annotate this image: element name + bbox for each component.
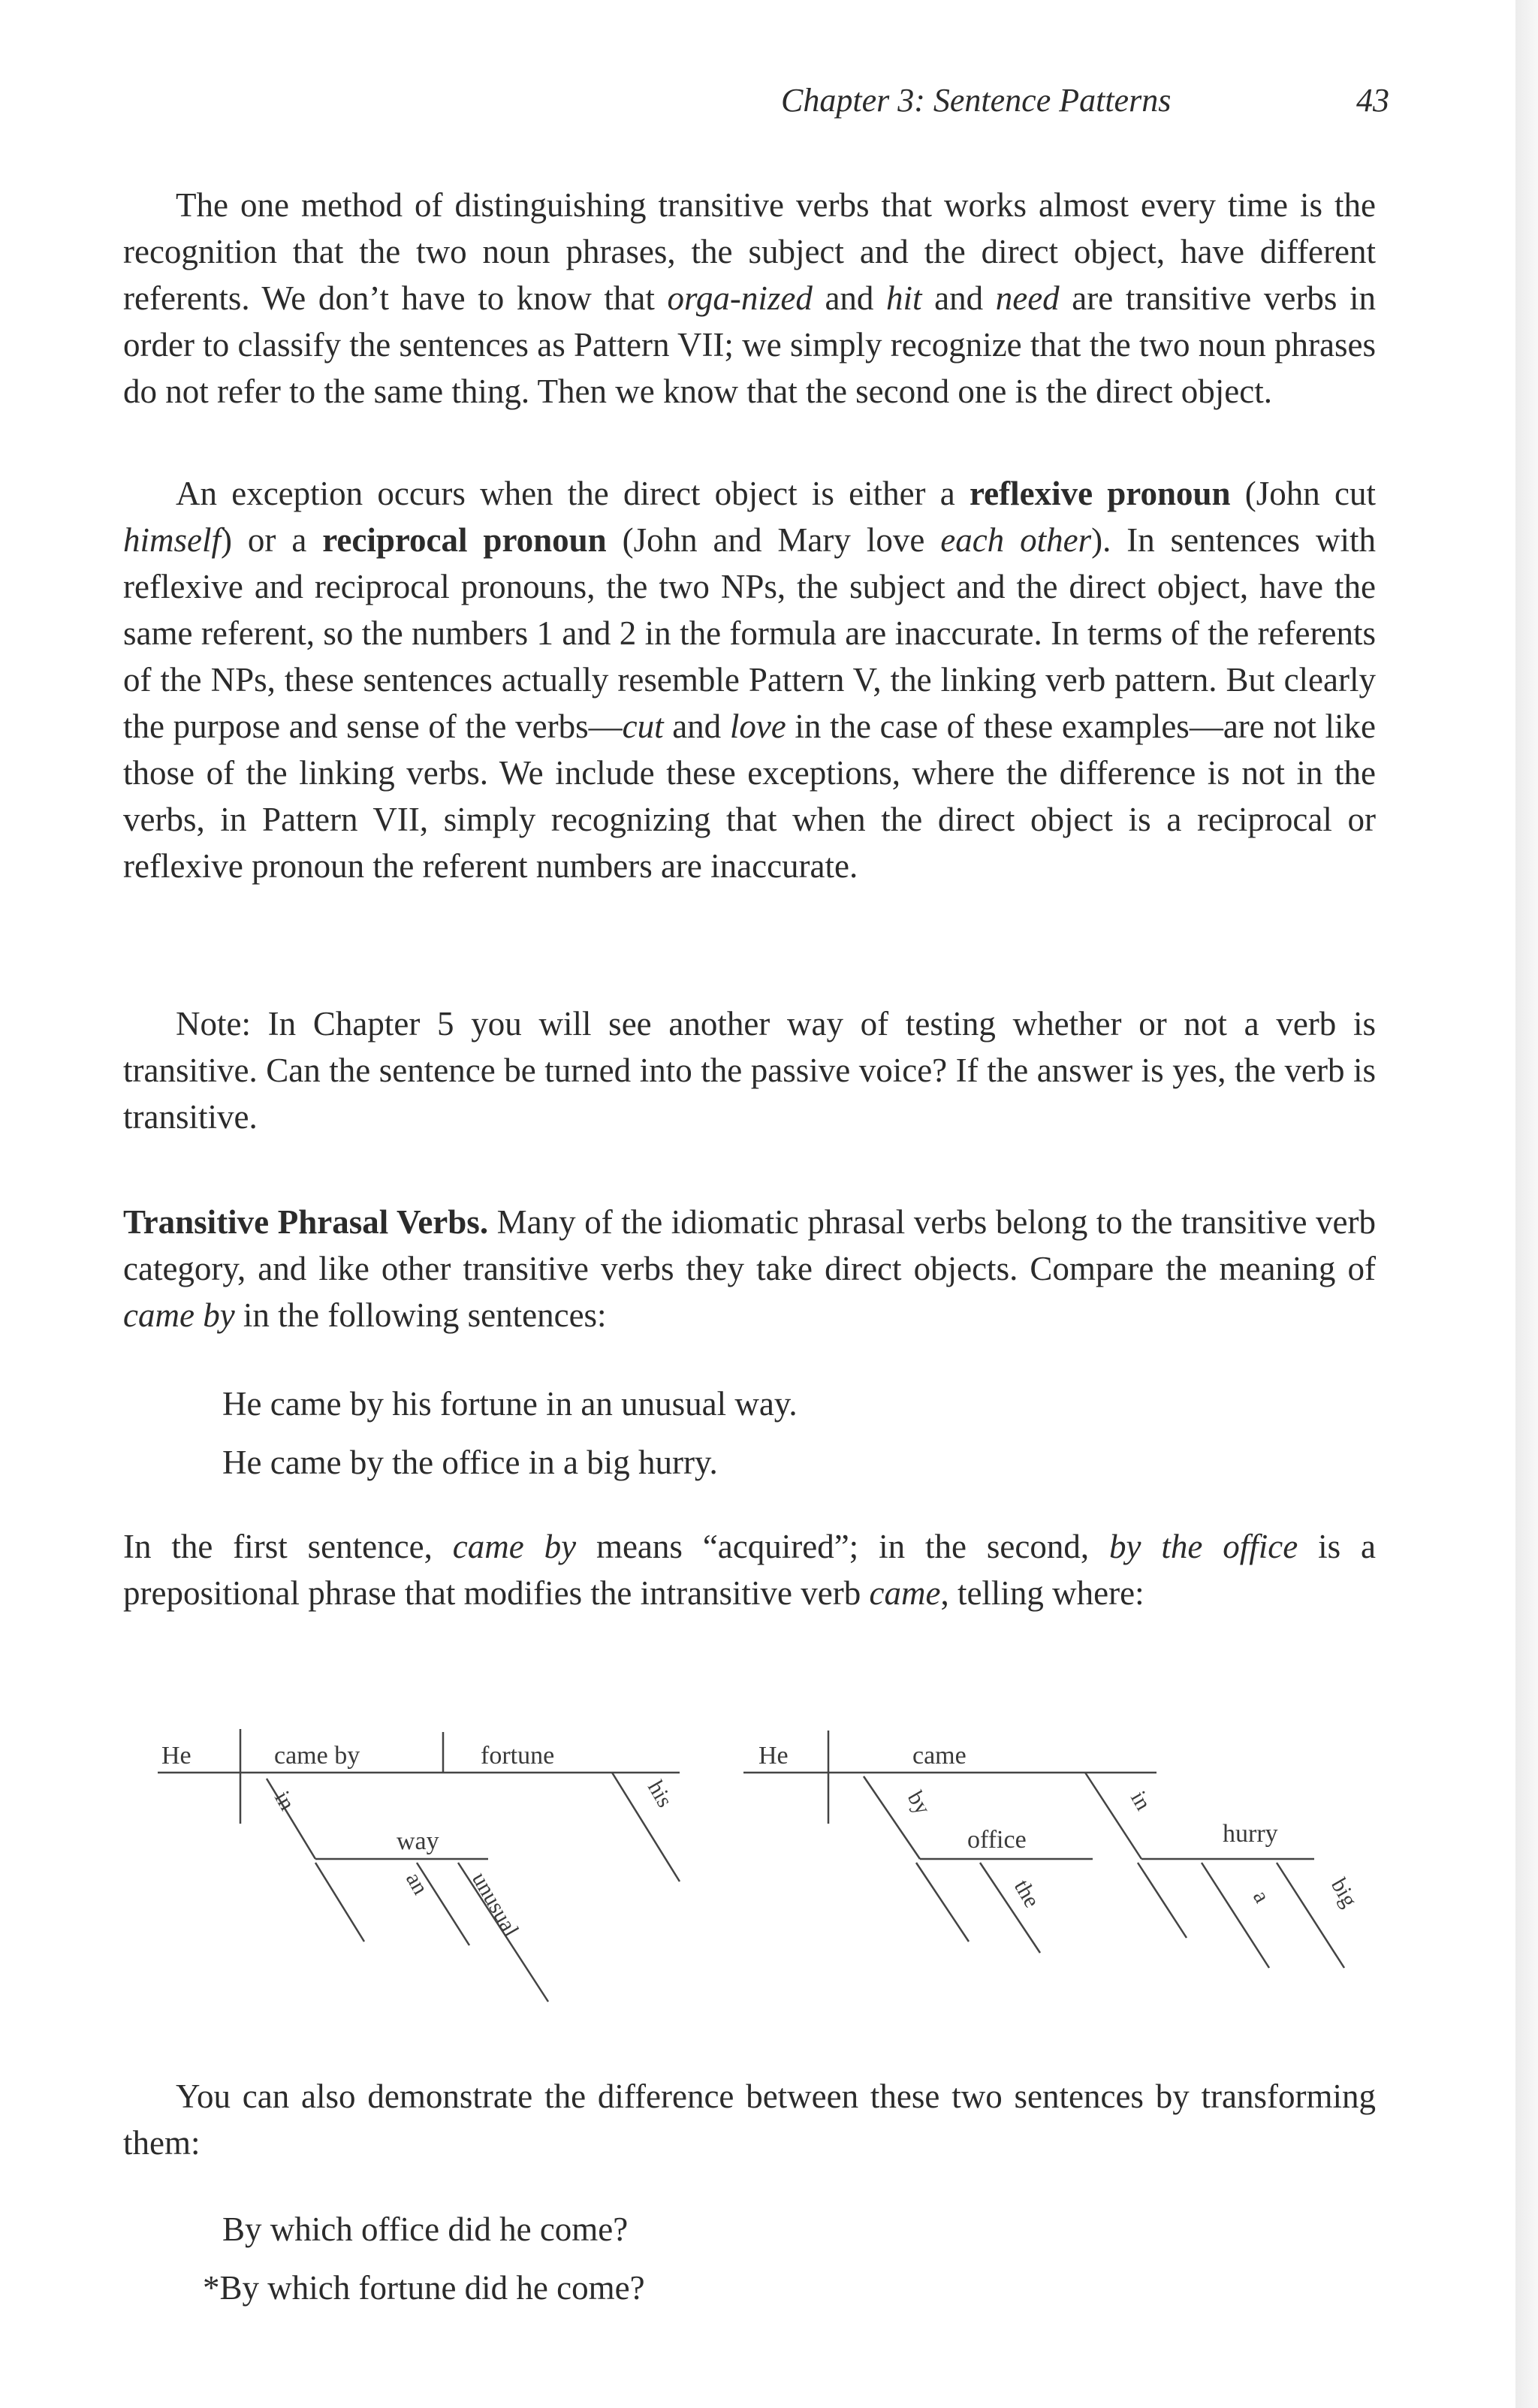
- page-number: 43: [1356, 82, 1389, 119]
- diagram1-prep-object: way: [397, 1827, 439, 1855]
- diagram1-modifier-unusual: unusual: [466, 1868, 524, 1942]
- diagram1-prep: in: [269, 1787, 300, 1815]
- paragraph-2: An exception occurs when the direct object is either a reflexive pronoun (John cut himself) or a reciprocal pronoun (John and Mary love each other). In sentences with reflexive and reciprocal pronouns, the two NPs, the subject and the direct object, have the same referent, so the numbers 1 and 2 in the formula are inaccurate. In terms of the referents of the NPs, these sentences actually resemble Pattern V, the linking verb pattern. But clearly the purpose and sense of the verbs—cut and love in the case of these examples—are not like those of the linking verbs. We include these exceptions, where the difference is not in the verbs, in Pattern VII, simply recognizing that when the direct object is a reciprocal or reflexive pronoun the referent numbers are inaccurate.: [123, 475, 1376, 885]
- diagram1-subject: He: [161, 1742, 191, 1770]
- diagram1-object-modifier: his: [642, 1776, 678, 1812]
- paragraph-6: You can also demonstrate the difference between these two sentences by transforming them:: [123, 2078, 1376, 2162]
- paragraph-4: Transitive Phrasal Verbs. Many of the idiomatic phrasal verbs belong to the transitive verb category, and like other transitive verbs they take direct objects. Compare the meaning of came by in the following sentences:: [123, 1203, 1376, 1334]
- diagram-office-labels: [758, 1742, 1362, 1912]
- sentence-diagrams: [0, 1690, 1538, 2050]
- diagram1-object: fortune: [481, 1742, 555, 1770]
- running-header: [751, 81, 1389, 126]
- diagram2-modifier-big: big: [1325, 1874, 1362, 1912]
- paragraph-5: In the first sentence, came by means “acquired”; in the second, by the office is a prepositional phrase that modifies the intransitive verb came, telling where:: [123, 1528, 1376, 1612]
- transform-sentence-2: *By which fortune did he come?: [203, 2269, 645, 2307]
- example-sentence-1: He came by his fortune in an unusual way.: [222, 1385, 798, 1423]
- diagram2-prep-object-office: office: [967, 1826, 1027, 1854]
- paragraph-3: Note: In Chapter 5 you will see another way of testing whether or not a verb is transitive. Can the sentence be turned into the passive voice? If the answer is yes, the verb is transitive.: [123, 1005, 1376, 1136]
- diagram2-prep-by: by: [902, 1787, 936, 1819]
- term-reflexive-pronoun: reflexive pronoun: [969, 475, 1231, 512]
- diagram2-prep-in: in: [1125, 1787, 1157, 1815]
- diagram2-subject: He: [758, 1742, 789, 1770]
- diagram2-prep-object-hurry: hurry: [1223, 1820, 1278, 1848]
- diagram2-modifier-the: the: [1009, 1875, 1045, 1912]
- diagram1-verb: came by: [274, 1742, 360, 1770]
- diagram2-modifier-a: a: [1247, 1886, 1275, 1908]
- section-heading: Transitive Phrasal Verbs.: [123, 1203, 489, 1241]
- diagram1-modifier-an: an: [400, 1868, 433, 1900]
- transform-sentence-1: By which office did he come?: [222, 2210, 629, 2248]
- paragraph-1: The one method of distinguishing transitive verbs that works almost every time is the recognition that the two noun phrases, the subject and the direct object, have different referents. We don’t have to know that orga-nized and hit and need are transitive verbs in order to classify the sentences as Pattern VII; we simply recognize that the two noun phrases do not refer to the same thing. Then we know that the second one is the direct object.: [123, 186, 1376, 410]
- term-reciprocal-pronoun: reciprocal pronoun: [322, 521, 607, 559]
- chapter-title: Chapter 3: Sentence Patterns: [781, 82, 1172, 119]
- diagram2-verb: came: [912, 1742, 967, 1770]
- example-sentence-2: He came by the office in a big hurry.: [222, 1444, 718, 1481]
- diagram-came-office: [743, 1731, 1344, 1968]
